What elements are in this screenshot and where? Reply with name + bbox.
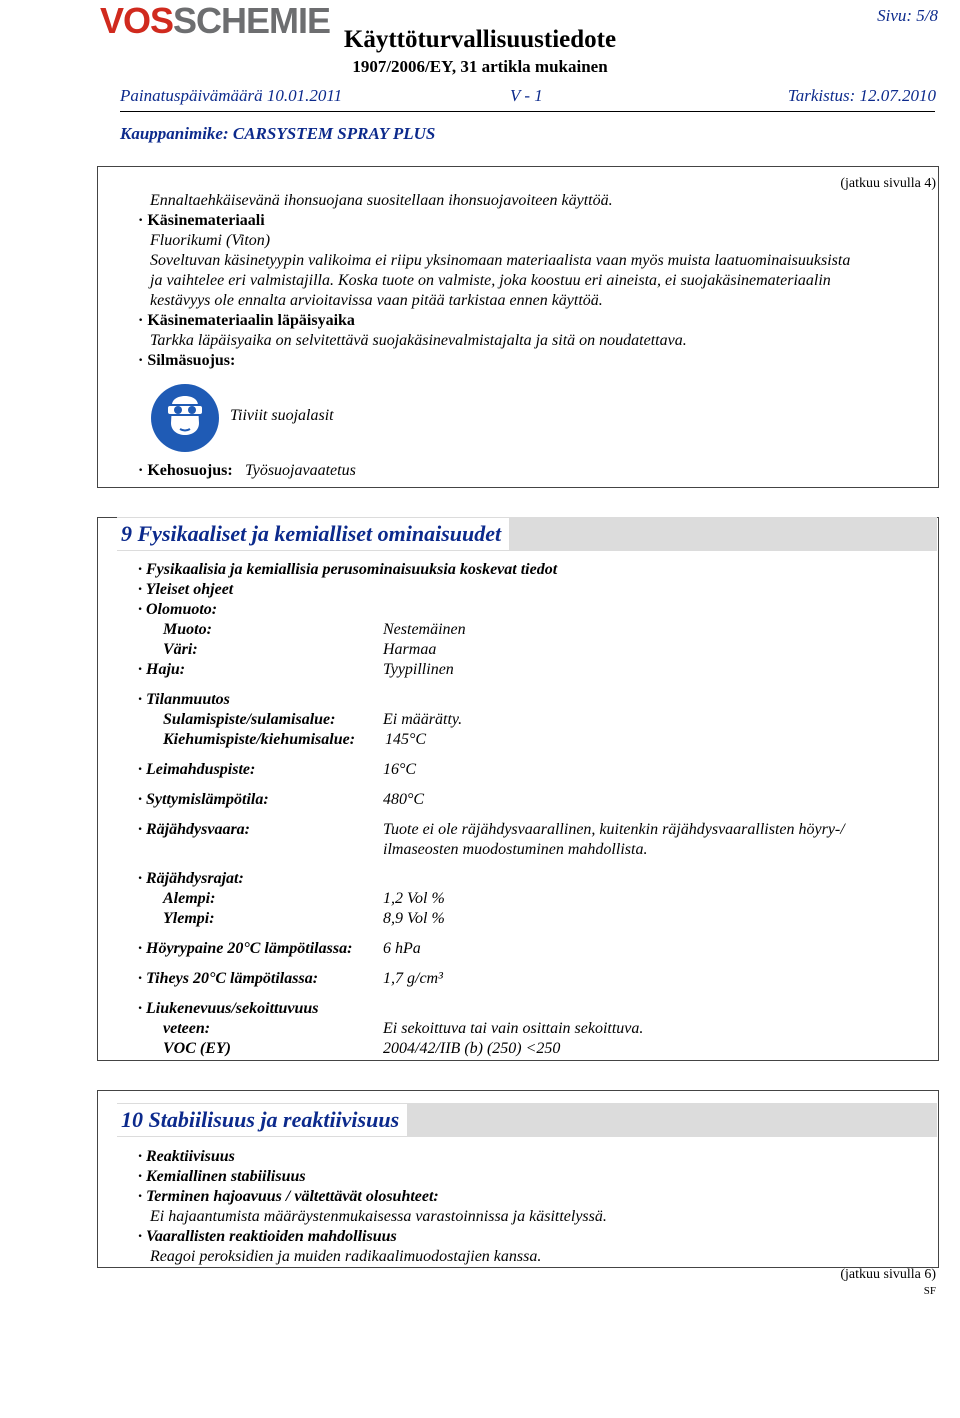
s9-boiling-label: Kiehumispiste/kiehumisalue:: [163, 731, 356, 748]
header-divider: [120, 111, 935, 112]
language-code: SF: [923, 1285, 936, 1297]
safety-goggles-icon: [150, 383, 220, 453]
skin-protection-text: Ennaltaehkäisevänä ihonsuojana suositellaan ihonsuojavoiteen käyttöä.: [150, 192, 613, 209]
logo-text-chemie: SCHEMIE: [173, 0, 331, 41]
penetration-heading: · Käsinemateriaalin läpäisyaika: [138, 312, 355, 329]
s9-upper-value: 8,9 Vol %: [383, 910, 445, 927]
body-protection-value: Työsuojavaatetus: [245, 462, 356, 479]
glove-text-line-3: kestävyys ole ennalta arvioitavissa vaan pitää tarkistaa ennen käyttöä.: [150, 292, 603, 309]
section-10-header: [117, 1103, 937, 1137]
penetration-text: Tarkka läpäisyaika on selvitettävä suojakäsinevalmistajalta ja sitä on noudatettava.: [150, 332, 687, 349]
s9-water-label: veteen:: [163, 1020, 211, 1037]
s9-color-label: Väri:: [163, 641, 198, 658]
s10-thermal-text: Ei hajaantumista määräystenmukaisessa varastoinnissa ja käsittelyssä.: [150, 1208, 607, 1225]
s9-color-value: Harmaa: [383, 641, 437, 658]
s10-reactivity: · Reaktiivisuus: [138, 1148, 235, 1165]
goggles-label: Tiiviit suojalasit: [230, 407, 334, 424]
logo-text-vos: VOS: [100, 0, 174, 41]
page-number: Sivu: 5/8: [877, 6, 938, 25]
s9-density-value: 1,7 g/cm³: [383, 970, 443, 987]
s9-ignition-label: · Syttymislämpötila:: [138, 791, 269, 808]
glove-material-value: Fluorikumi (Viton): [150, 232, 271, 249]
s10-stability: · Kemiallinen stabiilisuus: [138, 1168, 306, 1185]
s9-explosion-value-2: ilmaseosten muodostuminen mahdollista.: [383, 841, 648, 858]
s10-thermal-decomposition: · Terminen hajoavuus / vältettävät olosuhteet:: [138, 1188, 439, 1205]
s9-solubility-label: · Liukenevuus/sekoittuvuus: [138, 1000, 319, 1017]
body-protection-heading: · Kehosuojus:: [138, 462, 233, 479]
s9-melting-label: Sulamispiste/sulamisalue:: [163, 711, 336, 728]
s9-basic-info: · Fysikaalisia ja kemiallisia perusominaisuuksia koskevat tiedot: [138, 561, 558, 578]
s10-hazardous-text: Reagoi peroksidien ja muiden radikaalimuodostajien kanssa.: [150, 1248, 542, 1265]
document-subtitle: 1907/2006/EY, 31 artikla mukainen: [352, 57, 608, 76]
s9-density-label: · Tiheys 20°C lämpötilassa:: [138, 970, 319, 987]
s9-form-label: Muoto:: [163, 621, 212, 638]
s9-odor-label: · Haju:: [138, 661, 186, 678]
glove-text-line-2: ja vaihtelee eri valmistajilla. Koska tuote on valmiste, joka koostuu eri aineista, ei suojakäsinemateriaalin: [150, 272, 831, 289]
section-9-title: 9 Fysikaaliset ja kemialliset ominaisuudet: [117, 518, 509, 550]
s9-boiling-value: 145°C: [385, 731, 427, 748]
glove-text-line-1: Soveltuvan käsinetyypin valikoima ei riipu yksinomaan materiaalista vaan myös muista laatuominaisuuksista: [150, 252, 851, 269]
s9-flash-value: 16°C: [383, 761, 417, 778]
s9-voc-label: VOC (EY): [163, 1040, 231, 1057]
s9-explosion-value-1: Tuote ei ole räjähdysvaarallinen, kuitenkin räjähdysvaarallisten höyry-/: [383, 821, 845, 838]
print-date: Painatuspäivämäärä 10.01.2011: [120, 86, 343, 105]
trade-name: Kauppanimike: CARSYSTEM SPRAY PLUS: [120, 124, 436, 143]
document-title: Käyttöturvallisuustiedote: [343, 26, 617, 53]
revision-date: Tarkistus: 12.07.2010: [787, 86, 936, 105]
eye-protection-heading: · Silmäsuojus:: [138, 352, 236, 369]
s9-explosion-label: · Räjähdysvaara:: [138, 821, 250, 838]
continued-to-note: (jatkuu sivulla 6): [840, 1267, 936, 1282]
s9-state-change: · Tilanmuutos: [138, 691, 230, 708]
s9-form-value: Nestemäinen: [383, 621, 466, 638]
section-9-header: [117, 517, 937, 551]
s9-lower-label: Alempi:: [163, 890, 216, 907]
s9-water-value: Ei sekoittuva tai vain osittain sekoittuva.: [383, 1020, 644, 1037]
s9-flash-label: · Leimahduspiste:: [138, 761, 256, 778]
section-10-title: 10 Stabiilisuus ja reaktiivisuus: [117, 1104, 407, 1136]
version: V - 1: [510, 86, 543, 105]
s9-voc-value: 2004/42/IIB (b) (250) <250: [383, 1040, 561, 1057]
s9-appearance: · Olomuoto:: [138, 601, 218, 618]
glove-material-heading: · Käsinemateriaali: [138, 212, 265, 229]
s9-melting-value: Ei määrätty.: [383, 711, 463, 728]
s10-hazardous-reactions: · Vaarallisten reaktioiden mahdollisuus: [138, 1228, 397, 1245]
s9-ignition-value: 480°C: [383, 791, 425, 808]
s9-lower-value: 1,2 Vol %: [383, 890, 445, 907]
s9-upper-label: Ylempi:: [163, 910, 215, 927]
continued-from-note: (jatkuu sivulla 4): [840, 176, 936, 191]
s9-explosion-limits: · Räjähdysrajat:: [138, 870, 244, 887]
s9-odor-value: Tyypillinen: [383, 661, 454, 678]
s9-general: · Yleiset ohjeet: [138, 581, 234, 598]
s9-vapour-pressure-value: 6 hPa: [383, 940, 421, 957]
s9-vapour-pressure-label: · Höyrypaine 20°C lämpötilassa:: [138, 940, 353, 957]
